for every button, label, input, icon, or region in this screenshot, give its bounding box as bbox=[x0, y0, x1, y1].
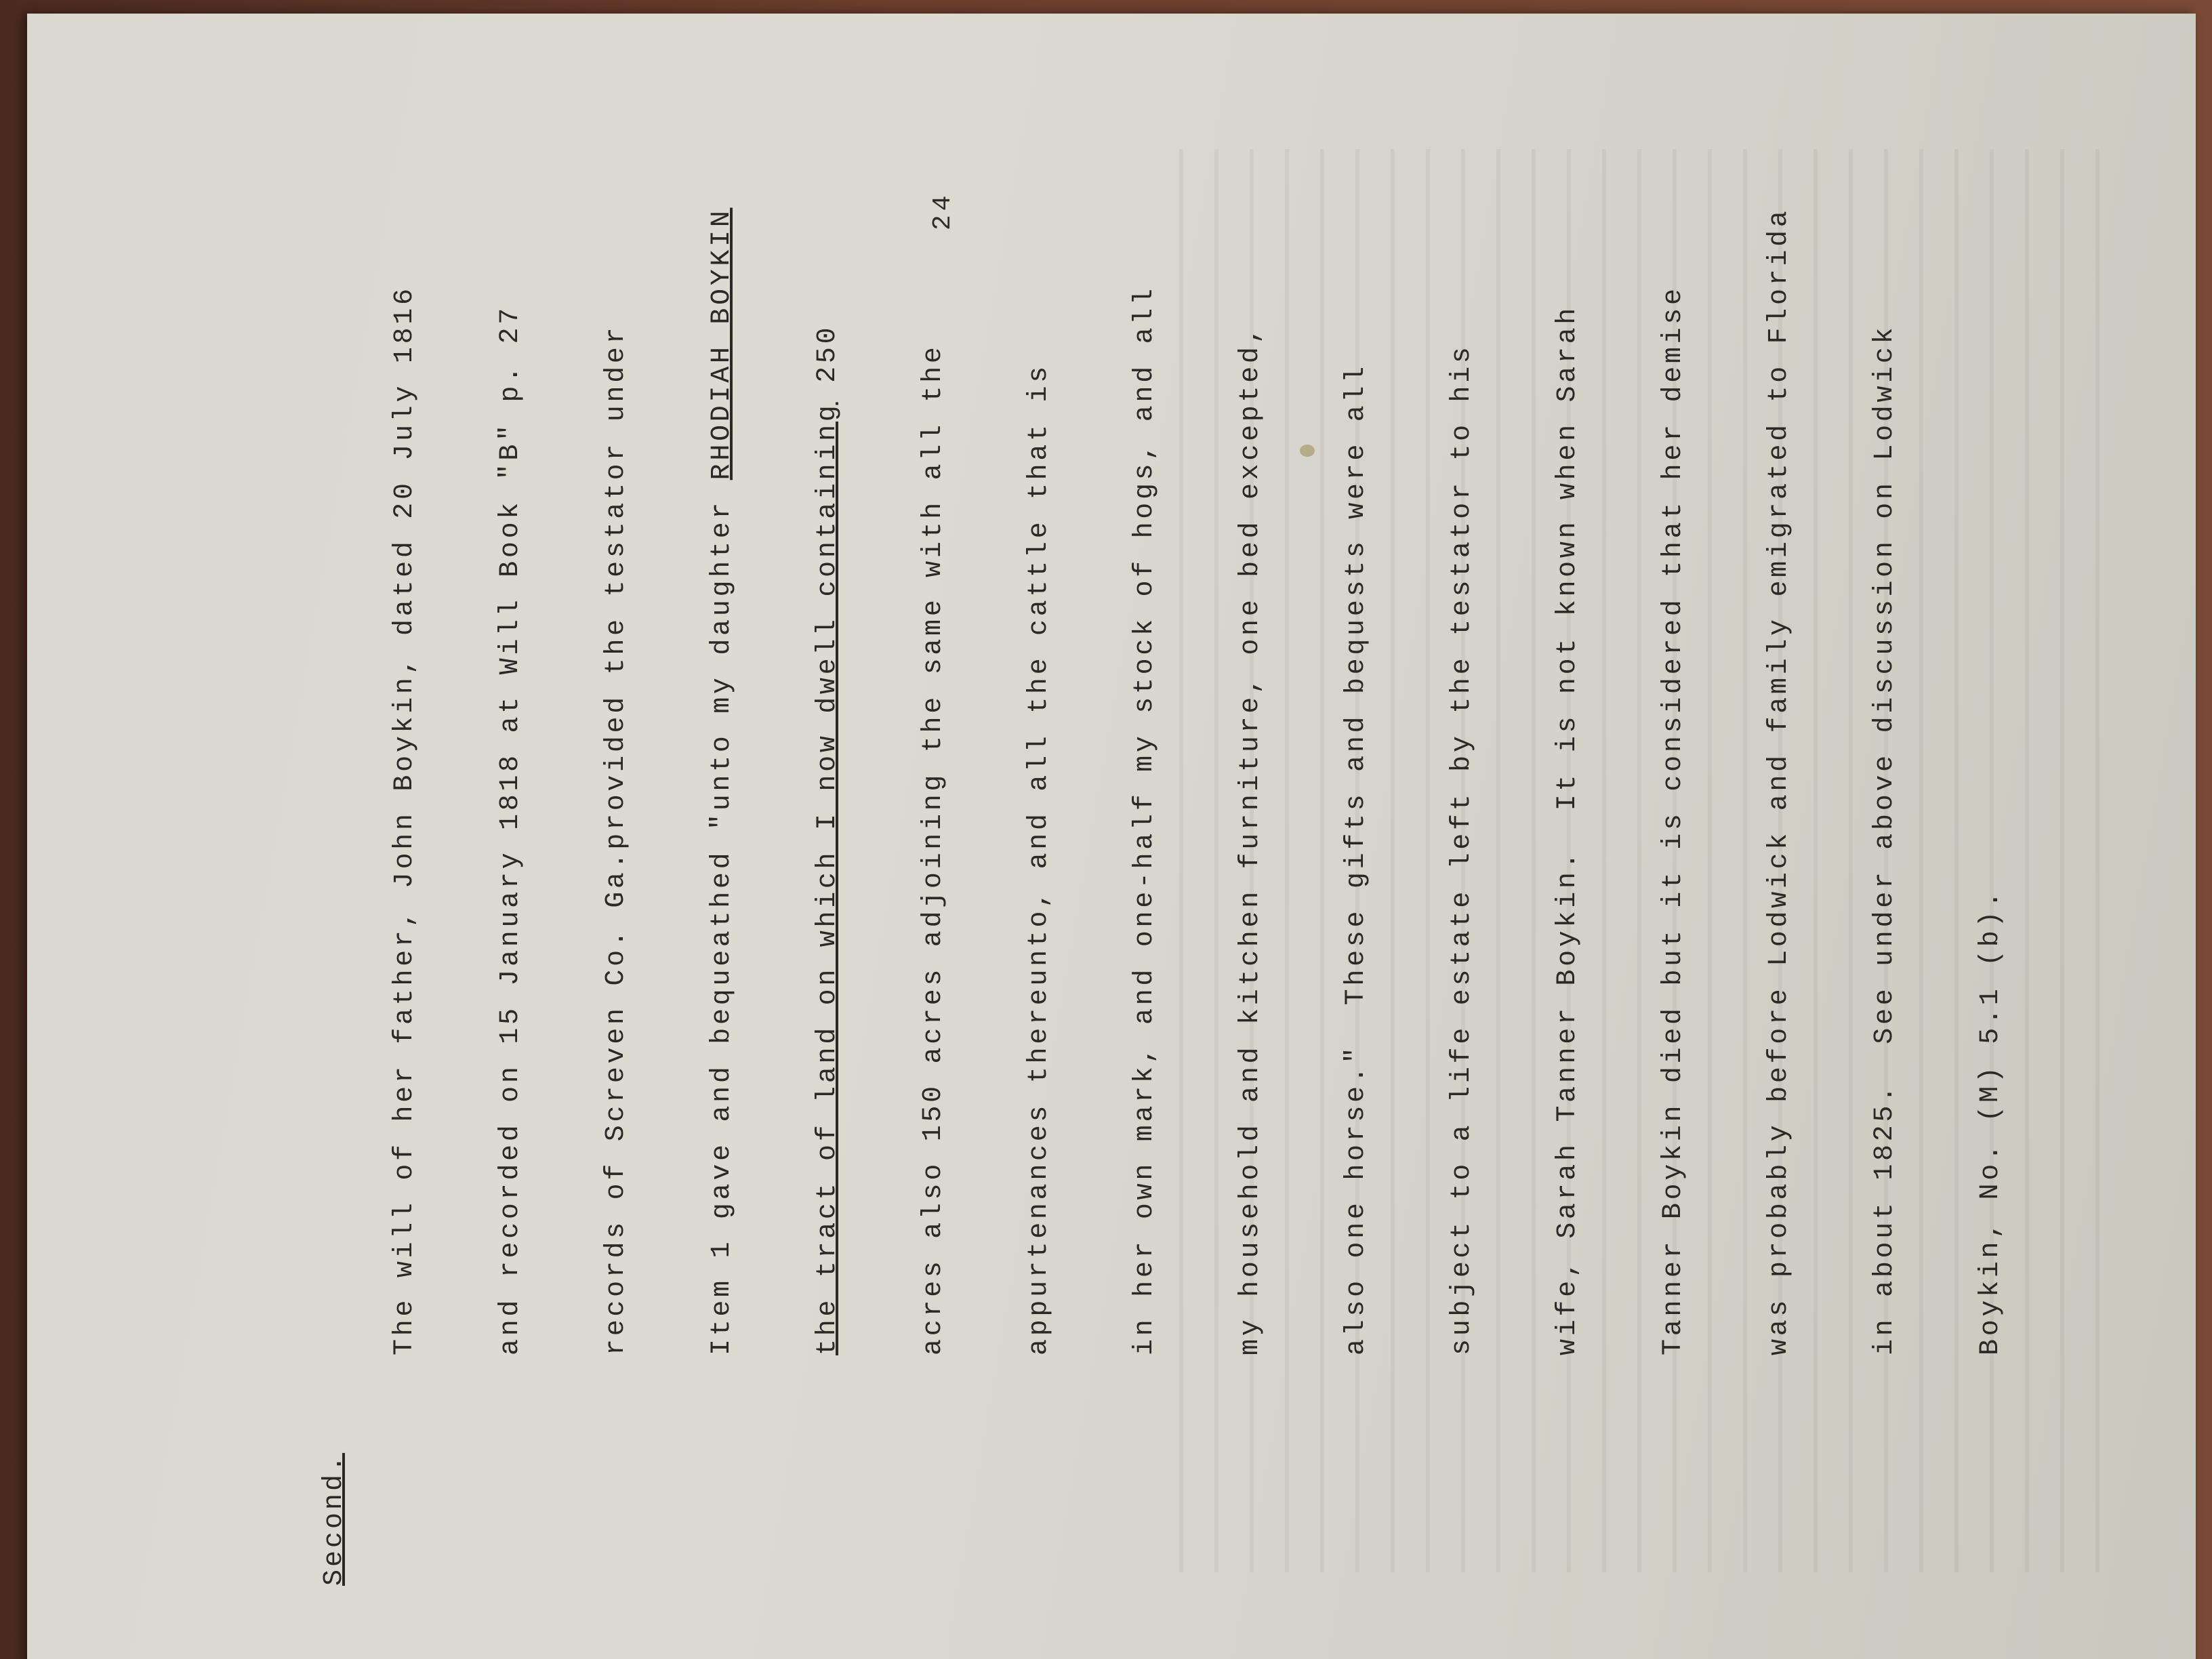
body-line: was probably before Lodwick and family emigrated to Florida bbox=[1764, 207, 1795, 1355]
body-line: subject to a life estate left by the testator to his bbox=[1447, 344, 1477, 1355]
body-line: The will of her father, John Boykin, dated 20 July 1816 bbox=[390, 285, 420, 1355]
document-page bbox=[27, 14, 2196, 1659]
section-heading: Second. bbox=[319, 1452, 350, 1586]
body-text: Item 1 gave and bequeathed "unto my daughter bbox=[707, 480, 737, 1355]
body-line: appurtenances thereunto, and all the cattle that is bbox=[1024, 363, 1054, 1355]
body-text: 250 bbox=[813, 324, 843, 403]
body-line: acres also 150 acres adjoining the same with all the bbox=[918, 344, 949, 1355]
body-line: in her own mark, and one-half my stock of hogs, and all bbox=[1130, 285, 1160, 1355]
rotated-text-block bbox=[312, 20, 2006, 1647]
body-line: Tanner Boykin died but it is considered that her demise bbox=[1658, 285, 1689, 1355]
body-line: wife, Sarah Tanner Boykin. It is not known when Sarah bbox=[1553, 304, 1583, 1355]
underlined-name: RHODIAH BOYKIN bbox=[707, 207, 737, 480]
body-line: also one horse." These gifts and bequests were all bbox=[1341, 363, 1372, 1355]
body-line: Boykin, No. (M) 5.1 (b). bbox=[1975, 888, 2006, 1355]
body-line bbox=[705, 207, 740, 1355]
body-line: my household and kitchen furniture, one bed excepted, bbox=[1235, 324, 1266, 1355]
body-paragraph bbox=[317, 207, 2079, 1355]
underlined-text: the tract of land on which I now dwell containing bbox=[813, 402, 843, 1355]
page-number: 24 bbox=[928, 191, 958, 230]
body-line: and recorded on 15 January 1818 at Will Book "B" p. 27 bbox=[495, 304, 526, 1355]
body-line bbox=[811, 207, 846, 1355]
body-line: records of Screven Co. Ga.provided the testator under bbox=[601, 324, 632, 1355]
body-line: in about 1825. See under above discussion on Lodwick bbox=[1870, 324, 1900, 1355]
